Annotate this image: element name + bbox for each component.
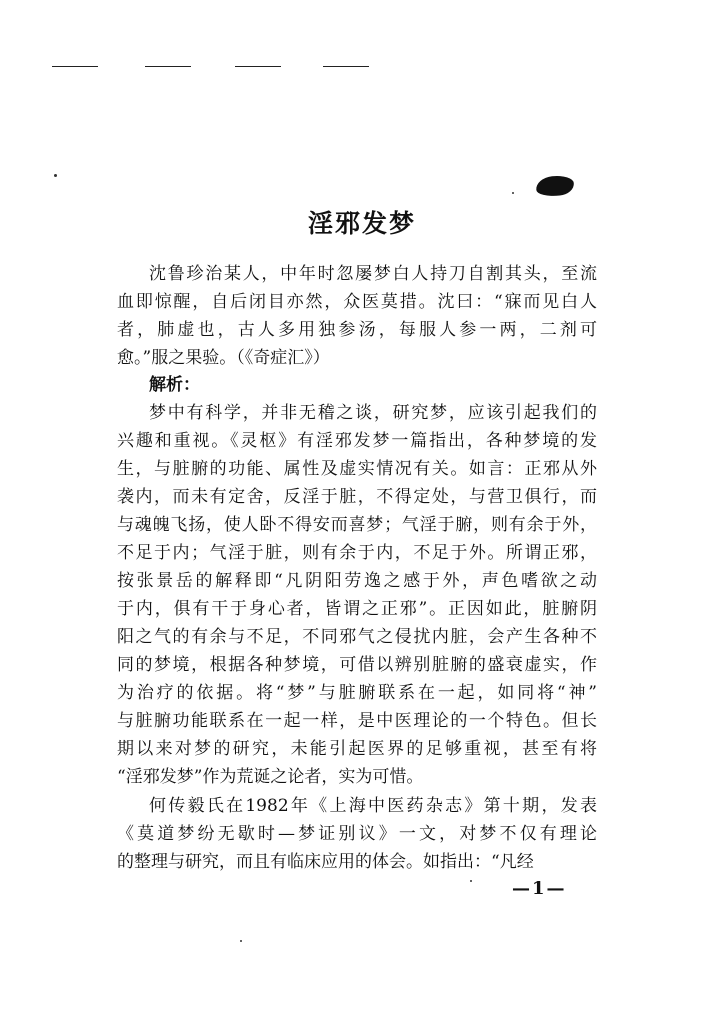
header-rule-1 (52, 66, 98, 67)
case-line: 血即惊醒，自后闭目亦然，众医莫措。沈曰：“寐而见白人 (117, 292, 597, 312)
analysis-line: 阳之气的有余与不足，不同邪气之侵扰内脏，会产生各种不 (117, 627, 597, 647)
closing-line: 的整理与研究，而且有临床应用的体会。如指出：“凡经 (117, 852, 534, 872)
case-line: 者，肺虚也，古人多用独参汤，每服人参一两，二剂可 (117, 320, 597, 340)
scan-speck (54, 174, 57, 177)
analysis-label: 解析： (149, 375, 200, 395)
analysis-line: 不足于内；气淫于脏，则有余于内，不足于外。所谓正邪， (117, 543, 597, 563)
scan-speck (512, 192, 514, 194)
analysis-line: 期以来对梦的研究，未能引起医界的足够重视，甚至有将 (117, 739, 597, 759)
case-line: 愈。”服之果验。（《奇症汇》） (117, 348, 330, 368)
page-title: 淫邪发梦 (307, 209, 416, 238)
analysis-line: 为治疗的依据。将“梦”与脏腑联系在一起，如同将“神” (117, 683, 597, 703)
scan-speck (470, 880, 472, 882)
analysis-line: 袭内，而未有定舍，反淫于脏，不得定处，与营卫俱行，而 (117, 487, 597, 507)
analysis-line: 梦中有科学，并非无稽之谈，研究梦，应该引起我们的 (149, 403, 597, 423)
analysis-line: 兴趣和重视。《灵枢》有淫邪发梦一篇指出，各种梦境的发 (117, 431, 597, 451)
analysis-line: 与魂魄飞扬，使人卧不得安而喜梦；气淫于腑，则有余于外， (117, 515, 597, 535)
ink-blot (535, 174, 575, 198)
scan-speck (240, 940, 242, 942)
analysis-line: 同的梦境，根据各种梦境，可借以辨别脏腑的盛衰虚实，作 (117, 655, 597, 675)
case-line: 沈鲁珍治某人，中年时忽屡梦白人持刀自割其头，至流 (149, 264, 597, 284)
closing-line: 何传毅氏在1982年《上海中医药杂志》第十期，发表 (149, 796, 597, 816)
closing-line: 《莫道梦纷无歇时—梦证别议》一文，对梦不仅有理论 (117, 824, 597, 844)
header-rule-3 (235, 66, 281, 67)
analysis-line: “淫邪发梦”作为荒诞之论者，实为可惜。 (117, 767, 424, 787)
analysis-line: 按张景岳的解释即“凡阴阳劳逸之感于外，声色嗜欲之动 (117, 571, 597, 591)
analysis-line: 生，与脏腑的功能、属性及虚实情况有关。如言：正邪从外 (117, 459, 597, 479)
analysis-line: 于内，俱有干于身心者，皆谓之正邪”。正因如此，脏腑阴 (117, 599, 597, 619)
page-number: —1— (512, 878, 567, 899)
header-rule-4 (323, 66, 369, 67)
header-rule-2 (145, 66, 191, 67)
analysis-line: 与脏腑功能联系在一起一样，是中医理论的一个特色。但长 (117, 711, 597, 731)
